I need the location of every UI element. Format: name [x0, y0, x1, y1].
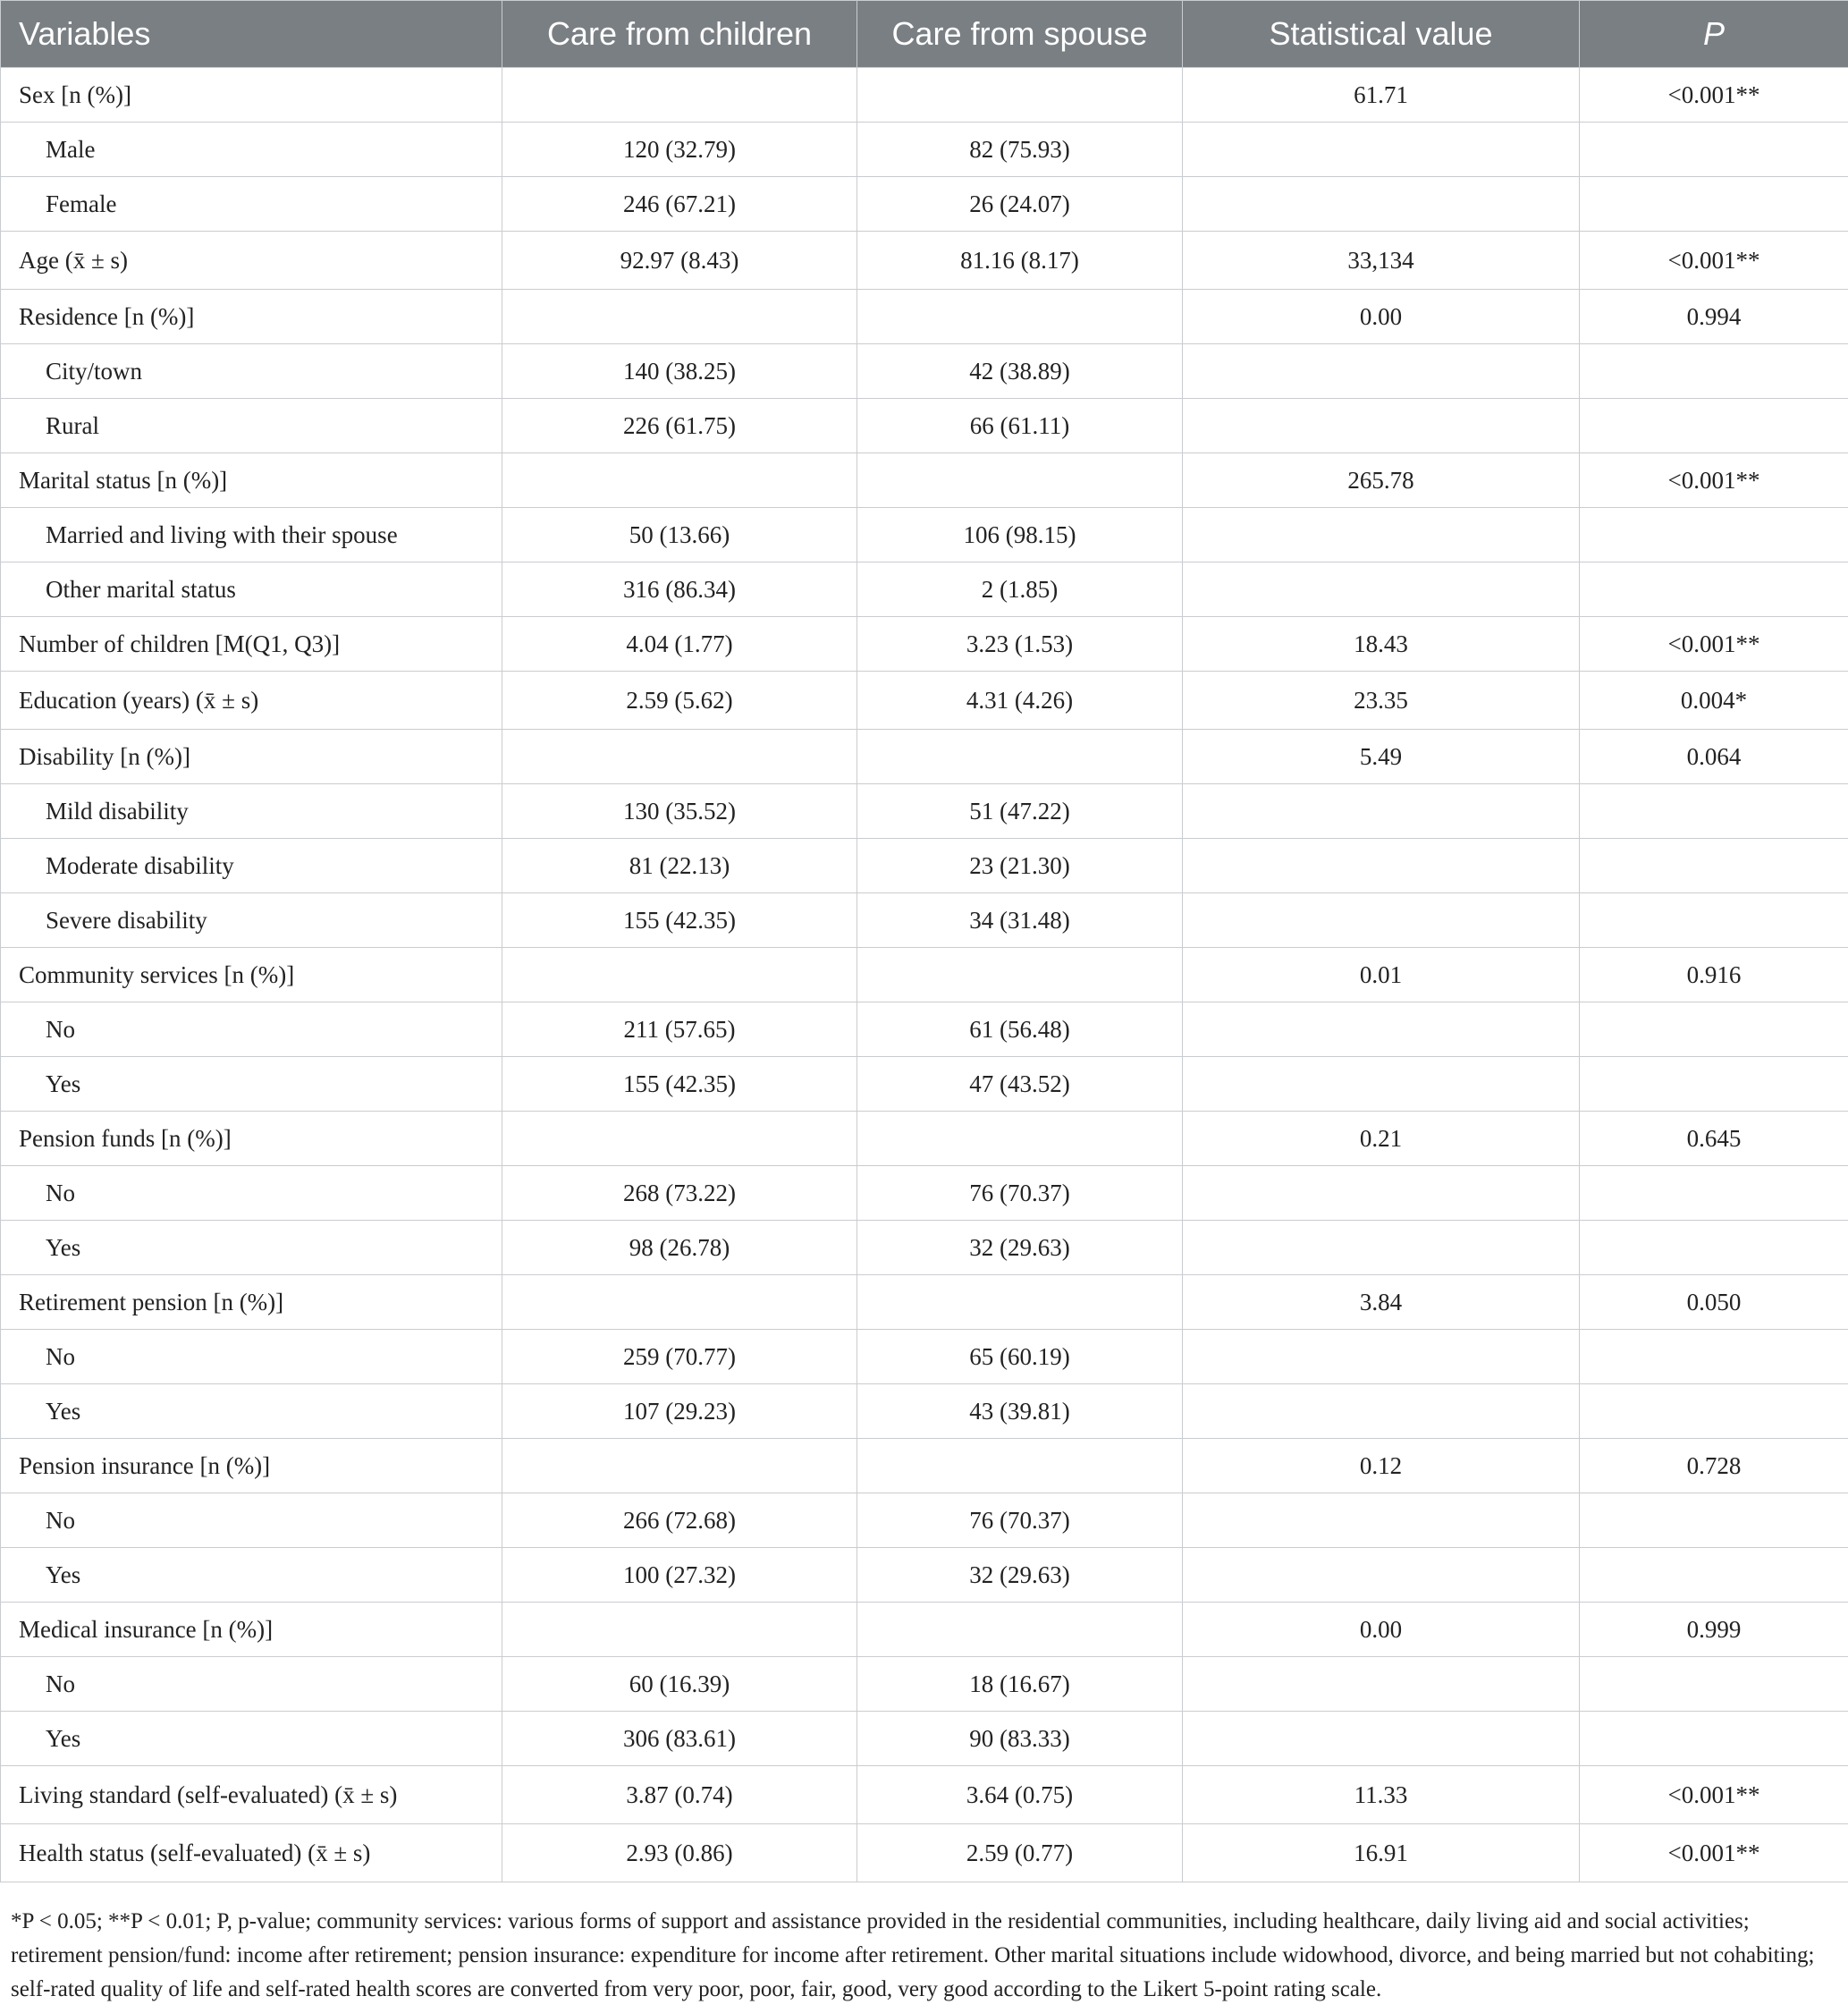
- cell-var: Sex [n (%)]: [1, 68, 502, 123]
- cell-p-value: <0.001**: [1580, 232, 1848, 290]
- table-row: [1, 893, 1848, 948]
- cell-care-from-spouse: 18 (16.67): [857, 1657, 1183, 1712]
- table-row: [1, 232, 1848, 290]
- cell-care-from-spouse: 42 (38.89): [857, 344, 1183, 399]
- cell-var: Male: [1, 123, 502, 177]
- cell-care-from-children: 3.87 (0.74): [502, 1766, 857, 1824]
- cell-care-from-spouse: 76 (70.37): [857, 1166, 1183, 1221]
- table-row: [1, 1657, 1848, 1712]
- cell-statistical-value: [1183, 344, 1580, 399]
- cell-statistical-value: [1183, 1057, 1580, 1112]
- cell-care-from-spouse: [857, 948, 1183, 1002]
- cell-var: Yes: [1, 1057, 502, 1112]
- cell-var: Pension insurance [n (%)]: [1, 1439, 502, 1493]
- cell-statistical-value: [1183, 1548, 1580, 1603]
- table-row: [1, 290, 1848, 344]
- cell-p-value: [1580, 399, 1848, 453]
- cell-p-value: <0.001**: [1580, 68, 1848, 123]
- cell-var: Living standard (self-evaluated) (x̄ ± s): [1, 1766, 502, 1824]
- cell-p-value: [1580, 123, 1848, 177]
- cell-statistical-value: 0.01: [1183, 948, 1580, 1002]
- cell-care-from-spouse: 82 (75.93): [857, 123, 1183, 177]
- cell-care-from-spouse: 32 (29.63): [857, 1548, 1183, 1603]
- cell-care-from-children: 98 (26.78): [502, 1221, 857, 1275]
- table-row: [1, 123, 1848, 177]
- cell-p-value: <0.001**: [1580, 1766, 1848, 1824]
- cell-care-from-spouse: 2 (1.85): [857, 562, 1183, 617]
- table-row: [1, 1439, 1848, 1493]
- cell-care-from-spouse: 2.59 (0.77): [857, 1824, 1183, 1882]
- cell-p-value: [1580, 893, 1848, 948]
- cell-statistical-value: 61.71: [1183, 68, 1580, 123]
- table-row: [1, 399, 1848, 453]
- table-row: [1, 508, 1848, 562]
- table-row: [1, 839, 1848, 893]
- cell-p-value: [1580, 177, 1848, 232]
- cell-care-from-spouse: 3.64 (0.75): [857, 1766, 1183, 1824]
- cell-p-value: 0.645: [1580, 1112, 1848, 1166]
- cell-care-from-spouse: [857, 1275, 1183, 1330]
- cell-care-from-spouse: 32 (29.63): [857, 1221, 1183, 1275]
- cell-var: Residence [n (%)]: [1, 290, 502, 344]
- cell-care-from-spouse: [857, 453, 1183, 508]
- cell-care-from-spouse: 34 (31.48): [857, 893, 1183, 948]
- table-body: [1, 68, 1848, 1882]
- cell-p-value: 0.999: [1580, 1603, 1848, 1657]
- cell-var: Married and living with their spouse: [1, 508, 502, 562]
- cell-care-from-spouse: [857, 1439, 1183, 1493]
- cell-statistical-value: [1183, 1493, 1580, 1548]
- table-header-row: [1, 1, 1848, 68]
- cell-care-from-children: 120 (32.79): [502, 123, 857, 177]
- table-row: [1, 453, 1848, 508]
- cell-care-from-spouse: 90 (83.33): [857, 1712, 1183, 1766]
- cell-statistical-value: [1183, 399, 1580, 453]
- header-care-from-children: Care from children: [502, 1, 857, 68]
- table-row: [1, 344, 1848, 399]
- cell-statistical-value: [1183, 1221, 1580, 1275]
- cell-care-from-children: 2.59 (5.62): [502, 672, 857, 730]
- table-row: [1, 177, 1848, 232]
- cell-p-value: [1580, 1057, 1848, 1112]
- cell-care-from-children: 60 (16.39): [502, 1657, 857, 1712]
- cell-care-from-children: 226 (61.75): [502, 399, 857, 453]
- cell-var: City/town: [1, 344, 502, 399]
- cell-care-from-children: 246 (67.21): [502, 177, 857, 232]
- table-row: [1, 562, 1848, 617]
- cell-care-from-children: 140 (38.25): [502, 344, 857, 399]
- table-row: [1, 1712, 1848, 1766]
- cell-statistical-value: 18.43: [1183, 617, 1580, 672]
- cell-var: Medical insurance [n (%)]: [1, 1603, 502, 1657]
- cell-care-from-children: 130 (35.52): [502, 784, 857, 839]
- cell-care-from-spouse: 3.23 (1.53): [857, 617, 1183, 672]
- cell-care-from-spouse: 66 (61.11): [857, 399, 1183, 453]
- cell-p-value: [1580, 1657, 1848, 1712]
- cell-p-value: [1580, 1384, 1848, 1439]
- table-row: [1, 784, 1848, 839]
- cell-statistical-value: [1183, 1384, 1580, 1439]
- cell-care-from-spouse: 26 (24.07): [857, 177, 1183, 232]
- cell-p-value: [1580, 1548, 1848, 1603]
- cell-var: Mild disability: [1, 784, 502, 839]
- cell-care-from-children: 316 (86.34): [502, 562, 857, 617]
- cell-p-value: [1580, 508, 1848, 562]
- table-row: [1, 1824, 1848, 1882]
- cell-care-from-children: 100 (27.32): [502, 1548, 857, 1603]
- table-row: [1, 617, 1848, 672]
- cell-p-value: <0.001**: [1580, 453, 1848, 508]
- cell-care-from-children: 211 (57.65): [502, 1002, 857, 1057]
- cell-statistical-value: 23.35: [1183, 672, 1580, 730]
- cell-care-from-children: 266 (72.68): [502, 1493, 857, 1548]
- cell-statistical-value: 0.12: [1183, 1439, 1580, 1493]
- cell-care-from-spouse: [857, 290, 1183, 344]
- cell-statistical-value: [1183, 508, 1580, 562]
- table-row: [1, 730, 1848, 784]
- cell-var: Number of children [M(Q1, Q3)]: [1, 617, 502, 672]
- cell-statistical-value: 0.00: [1183, 1603, 1580, 1657]
- cell-care-from-spouse: 47 (43.52): [857, 1057, 1183, 1112]
- cell-care-from-spouse: [857, 1112, 1183, 1166]
- cell-care-from-children: 50 (13.66): [502, 508, 857, 562]
- table-row: [1, 1603, 1848, 1657]
- cell-var: Yes: [1, 1384, 502, 1439]
- cell-var: Moderate disability: [1, 839, 502, 893]
- cell-statistical-value: 11.33: [1183, 1766, 1580, 1824]
- cell-care-from-spouse: [857, 68, 1183, 123]
- cell-statistical-value: [1183, 562, 1580, 617]
- cell-p-value: [1580, 839, 1848, 893]
- cell-care-from-children: 155 (42.35): [502, 1057, 857, 1112]
- cell-care-from-children: 155 (42.35): [502, 893, 857, 948]
- table-row: [1, 1112, 1848, 1166]
- cell-var: Pension funds [n (%)]: [1, 1112, 502, 1166]
- cell-var: No: [1, 1330, 502, 1384]
- cell-statistical-value: 33,134: [1183, 232, 1580, 290]
- cell-care-from-children: 81 (22.13): [502, 839, 857, 893]
- cell-var: No: [1, 1657, 502, 1712]
- cell-care-from-spouse: 106 (98.15): [857, 508, 1183, 562]
- cell-p-value: [1580, 1330, 1848, 1384]
- cell-statistical-value: 0.21: [1183, 1112, 1580, 1166]
- cell-p-value: [1580, 1002, 1848, 1057]
- cell-care-from-spouse: [857, 730, 1183, 784]
- cell-p-value: [1580, 1493, 1848, 1548]
- cell-var: No: [1, 1166, 502, 1221]
- cell-p-value: 0.728: [1580, 1439, 1848, 1493]
- cell-care-from-spouse: 4.31 (4.26): [857, 672, 1183, 730]
- cell-var: Age (x̄ ± s): [1, 232, 502, 290]
- cell-care-from-spouse: 43 (39.81): [857, 1384, 1183, 1439]
- header-care-from-spouse: Care from spouse: [857, 1, 1183, 68]
- cell-statistical-value: 265.78: [1183, 453, 1580, 508]
- table-row: [1, 1002, 1848, 1057]
- cell-statistical-value: [1183, 1712, 1580, 1766]
- cell-p-value: [1580, 562, 1848, 617]
- cell-var: Yes: [1, 1712, 502, 1766]
- table-row: [1, 68, 1848, 123]
- cell-care-from-children: 268 (73.22): [502, 1166, 857, 1221]
- cell-var: Yes: [1, 1221, 502, 1275]
- cell-care-from-children: 4.04 (1.77): [502, 617, 857, 672]
- cell-var: Severe disability: [1, 893, 502, 948]
- cell-care-from-spouse: 65 (60.19): [857, 1330, 1183, 1384]
- cell-statistical-value: [1183, 1002, 1580, 1057]
- cell-statistical-value: [1183, 1330, 1580, 1384]
- cell-statistical-value: [1183, 123, 1580, 177]
- cell-care-from-children: [502, 1275, 857, 1330]
- cell-statistical-value: [1183, 1166, 1580, 1221]
- table-row: [1, 1493, 1848, 1548]
- cell-p-value: [1580, 784, 1848, 839]
- cell-care-from-children: [502, 1112, 857, 1166]
- cell-statistical-value: [1183, 1657, 1580, 1712]
- table-row: [1, 1548, 1848, 1603]
- cell-care-from-children: 92.97 (8.43): [502, 232, 857, 290]
- cell-care-from-children: [502, 1439, 857, 1493]
- cell-p-value: [1580, 1712, 1848, 1766]
- table-row: [1, 1166, 1848, 1221]
- cell-var: Yes: [1, 1548, 502, 1603]
- cell-p-value: [1580, 1166, 1848, 1221]
- cell-care-from-spouse: 61 (56.48): [857, 1002, 1183, 1057]
- cell-statistical-value: [1183, 784, 1580, 839]
- cell-var: No: [1, 1002, 502, 1057]
- cell-p-value: <0.001**: [1580, 1824, 1848, 1882]
- cell-care-from-children: [502, 1603, 857, 1657]
- cell-var: Education (years) (x̄ ± s): [1, 672, 502, 730]
- cell-var: Health status (self-evaluated) (x̄ ± s): [1, 1824, 502, 1882]
- table-row: [1, 948, 1848, 1002]
- cell-care-from-spouse: [857, 1603, 1183, 1657]
- cell-care-from-spouse: 81.16 (8.17): [857, 232, 1183, 290]
- cell-statistical-value: [1183, 177, 1580, 232]
- cell-p-value: 0.050: [1580, 1275, 1848, 1330]
- cell-var: Female: [1, 177, 502, 232]
- table-row: [1, 1057, 1848, 1112]
- cell-var: Rural: [1, 399, 502, 453]
- cell-p-value: 0.994: [1580, 290, 1848, 344]
- cell-care-from-children: [502, 290, 857, 344]
- cell-care-from-children: 2.93 (0.86): [502, 1824, 857, 1882]
- cell-care-from-children: [502, 68, 857, 123]
- table-row: [1, 1766, 1848, 1824]
- cell-care-from-children: 107 (29.23): [502, 1384, 857, 1439]
- table-row: [1, 1330, 1848, 1384]
- cell-p-value: [1580, 1221, 1848, 1275]
- cell-care-from-children: [502, 453, 857, 508]
- header-variables: Variables: [1, 1, 502, 68]
- cell-var: Other marital status: [1, 562, 502, 617]
- header-statistical-value: Statistical value: [1183, 1, 1580, 68]
- table-row: [1, 672, 1848, 730]
- cell-care-from-children: [502, 948, 857, 1002]
- cell-statistical-value: 16.91: [1183, 1824, 1580, 1882]
- cell-care-from-children: 306 (83.61): [502, 1712, 857, 1766]
- cell-statistical-value: 3.84: [1183, 1275, 1580, 1330]
- header-p-value: P: [1580, 1, 1848, 68]
- cell-care-from-spouse: 51 (47.22): [857, 784, 1183, 839]
- cell-var: Disability [n (%)]: [1, 730, 502, 784]
- cell-care-from-children: [502, 730, 857, 784]
- table-row: [1, 1275, 1848, 1330]
- cell-p-value: 0.916: [1580, 948, 1848, 1002]
- cell-var: No: [1, 1493, 502, 1548]
- cell-statistical-value: 0.00: [1183, 290, 1580, 344]
- cell-statistical-value: [1183, 893, 1580, 948]
- cell-care-from-spouse: 23 (21.30): [857, 839, 1183, 893]
- table-row: [1, 1221, 1848, 1275]
- cell-p-value: [1580, 344, 1848, 399]
- cell-statistical-value: [1183, 839, 1580, 893]
- cell-care-from-spouse: 76 (70.37): [857, 1493, 1183, 1548]
- cell-var: Retirement pension [n (%)]: [1, 1275, 502, 1330]
- table-footnote: *P < 0.05; **P < 0.01; P, p-value; community services: various forms of support and assistance provided in the residential communities, including healthcare, daily living aid and social activities; retirement pension/fund: income after retirement; pension insurance: expenditure for income after retirement. Other marital situations include widowhood, divorce, and being married but not cohabiting; self-rated quality of life and self-rated health scores are converted from very poor, poor, fair, good, very good according to the Likert 5-point rating scale.: [11, 1909, 1815, 2001]
- cell-p-value: <0.001**: [1580, 617, 1848, 672]
- cell-var: Marital status [n (%)]: [1, 453, 502, 508]
- cell-p-value: 0.004*: [1580, 672, 1848, 730]
- cell-p-value: 0.064: [1580, 730, 1848, 784]
- cell-care-from-children: 259 (70.77): [502, 1330, 857, 1384]
- cell-statistical-value: 5.49: [1183, 730, 1580, 784]
- table-row: [1, 1384, 1848, 1439]
- cell-var: Community services [n (%)]: [1, 948, 502, 1002]
